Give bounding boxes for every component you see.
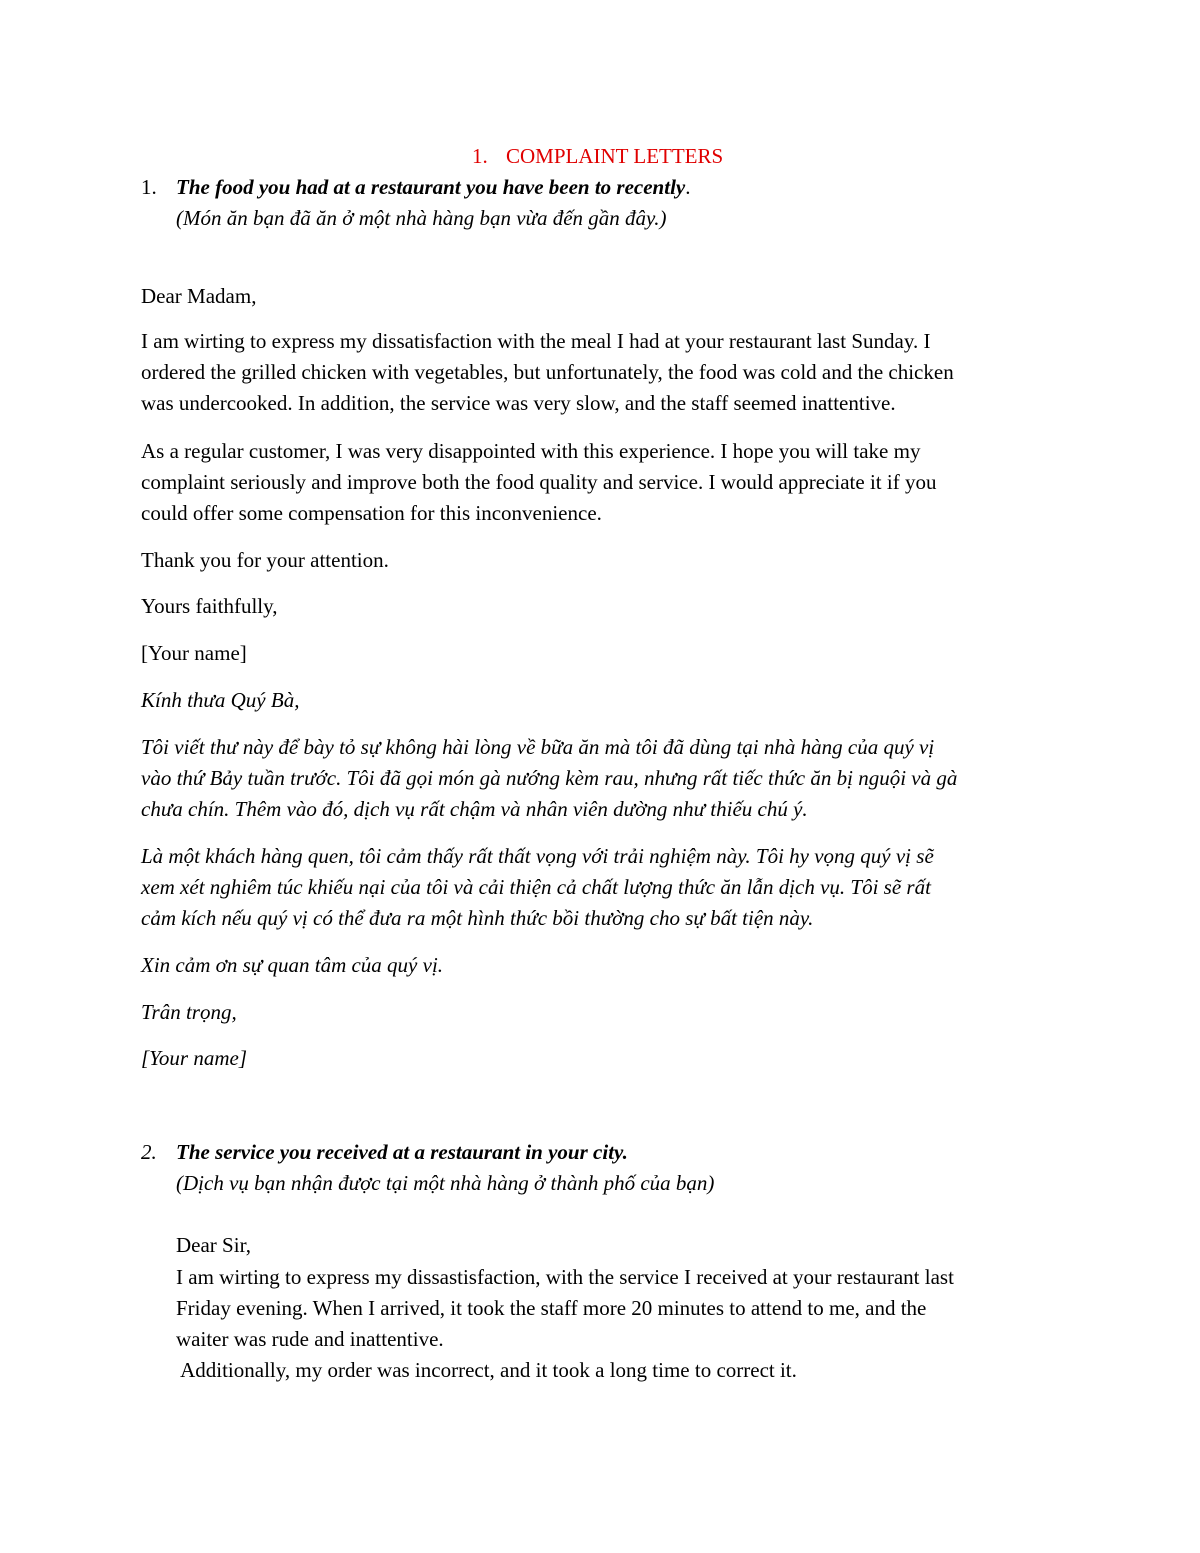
- letter-1-p1-line: I am wirting to express my dissatisfaction with the meal I had at your restaurant last Sunday. I: [141, 329, 931, 353]
- letter-1-vi-p1-line: chưa chín. Thêm vào đó, dịch vụ rất chậm và nhân viên dường như thiếu chú ý.: [141, 797, 808, 821]
- task-2-translation: (Dịch vụ bạn nhận được tại một nhà hàng ở thành phố của bạn): [176, 1171, 715, 1195]
- letter-1-vi-p2-line: Là một khách hàng quen, tôi cảm thấy rất thất vọng với trải nghiệm này. Tôi hy vọng quý vị sẽ: [141, 844, 934, 868]
- letter-1-vi-signature: [Your name]: [141, 1046, 248, 1070]
- section-number: 1.: [472, 144, 488, 168]
- letter-1-vi-thanks: Xin cảm ơn sự quan tâm của quý vị.: [141, 953, 444, 977]
- letter-1-closing: Yours faithfully,: [141, 594, 278, 618]
- task-2-prompt: The service you received at a restaurant in your city.: [176, 1140, 628, 1164]
- letter-1-signature: [Your name]: [141, 641, 247, 665]
- section-title: COMPLAINT LETTERS: [506, 144, 724, 168]
- letter-1-p2-line: could offer some compensation for this inconvenience.: [141, 501, 602, 525]
- letter-1-vi-paragraph-2: [141, 841, 1081, 934]
- task-1-prompt-text: The food you had at a restaurant you have been to recently: [176, 175, 686, 199]
- task-1-prompt-period: .: [685, 175, 691, 199]
- letter-1-vi-p2-line: cảm kích nếu quý vị có thể đưa ra một hình thức bồi thường cho sự bất tiện này.: [141, 906, 814, 930]
- task-2-number: 2.: [141, 1140, 157, 1164]
- letter-2-body: [176, 1262, 1076, 1386]
- letter-1-vi-p1-line: vào thứ Bảy tuần trước. Tôi đã gọi món gà nướng kèm rau, nhưng rất tiếc thức ăn bị nguội và gà: [141, 766, 958, 790]
- letter-1-p2-line: complaint seriously and improve both the food quality and service. I would appreciate it if you: [141, 470, 937, 494]
- letter-1-p2-line: As a regular customer, I was very disappointed with this experience. I hope you will take my: [141, 439, 921, 463]
- letter-2-line: waiter was rude and inattentive.: [176, 1327, 444, 1351]
- letter-1-vi-paragraph-1: [141, 732, 1081, 825]
- letter-1-paragraph-2: [141, 436, 1081, 529]
- section-heading: [472, 141, 723, 172]
- task-1-number: 1.: [141, 175, 157, 199]
- letter-1-p1-line: was undercooked. In addition, the service was very slow, and the staff seemed inattentive.: [141, 391, 896, 415]
- task-1-translation: (Món ăn bạn đã ăn ở một nhà hàng bạn vừa đến gần đây.): [176, 206, 667, 230]
- letter-2-line: Friday evening. When I arrived, it took the staff more 20 minutes to attend to me, and the: [176, 1296, 927, 1320]
- letter-1-salutation: Dear Madam,: [141, 284, 257, 308]
- letter-2-line: Additionally, my order was incorrect, and it took a long time to correct it.: [176, 1358, 797, 1382]
- letter-1-vi-closing: Trân trọng,: [141, 1000, 237, 1024]
- letter-1-vi-p2-line: xem xét nghiêm túc khiếu nại của tôi và cải thiện cả chất lượng thức ăn lẫn dịch vụ. Tôi sẽ rất: [141, 875, 931, 899]
- letter-1-p1-line: ordered the grilled chicken with vegetables, but unfortunately, the food was cold and the chicken: [141, 360, 954, 384]
- letter-1-paragraph-1: [141, 326, 1081, 419]
- letter-1-vi-p1-line: Tôi viết thư này để bày tỏ sự không hài lòng về bữa ăn mà tôi đã dùng tại nhà hàng của quý vị: [141, 735, 935, 759]
- letter-2-salutation: Dear Sir,: [176, 1233, 251, 1257]
- task-1-prompt: [176, 172, 690, 203]
- letter-1-thanks: Thank you for your attention.: [141, 548, 389, 572]
- letter-2-line: I am wirting to express my dissastisfaction, with the service I received at your restaurant last: [176, 1265, 954, 1289]
- letter-1-vi-salutation: Kính thưa Quý Bà,: [141, 688, 300, 712]
